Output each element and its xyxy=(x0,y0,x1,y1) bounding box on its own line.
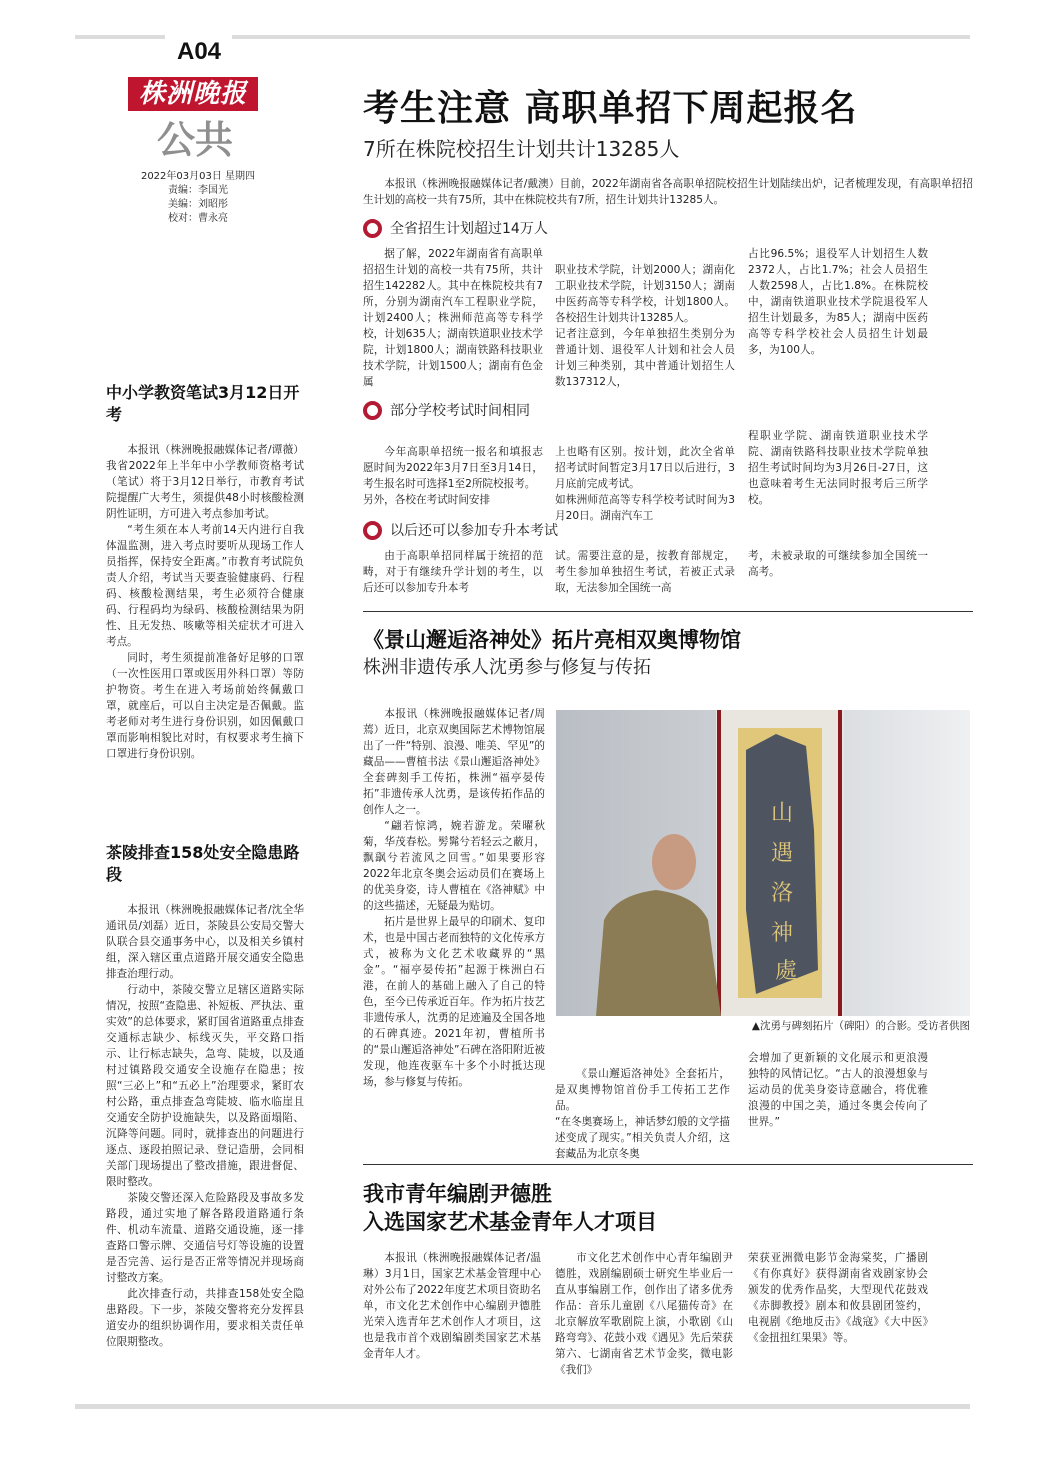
issue-meta xyxy=(128,170,268,226)
bullet-ring-icon xyxy=(363,521,382,540)
newspaper-logo: 株洲晚报 xyxy=(128,77,258,111)
paragraph: 试。需要注意的是，按教育部规定，考生参加单独招生考试，若被正式录取，无法参加全国统一高 xyxy=(555,550,735,594)
paragraph: 本报讯（株洲晚报融媒体记者/周蔫）近日，北京双奥国际艺术博物馆展出了一件“特别、浪漫、唯美、罕见”的藏品——曹植书法《景山邂逅洛神处》全套碑刻手工传拓，株洲“福亭晏传拓”非遗传承人沈勇，是该传拓作品的创作人之一。 xyxy=(363,708,545,816)
bottom-rule xyxy=(75,1404,970,1409)
rubbing-character: 處 xyxy=(774,959,798,984)
frame-border-right xyxy=(838,710,842,1016)
section3-col-1 xyxy=(363,548,543,596)
paragraph: 据了解，2022年湖南省有高职单招招生计划的高校一共有75所，共计招生142282人。其中在株院校共有7所，分别为湖南汽车工程职业学院，计划2400人；株洲师范高等专科学校，计划635人；湖南铁道职业技术学院，计划1800人；湖南铁路科技职业技术学院，计划1500人；湖南有色金属 xyxy=(363,248,543,388)
story2-photo xyxy=(556,710,970,1016)
paragraph: 此次排查行动，共排查158处安全隐患路段。下一步，茶陵交警将充分发挥县道安办的组织协调作用，要求相关责任单位限期整改。 xyxy=(106,1288,304,1348)
subhead-1 xyxy=(363,218,548,238)
paragraph: 本报讯（株洲晚报融媒体记者/戴澳）目前，2022年湖南省各高职单招院校招生计划陆续出炉，记者梳理发现，有高职单招招生计划的高校一共有75所，其中在株院校共有7所，招生计划共计13285人。 xyxy=(363,178,973,206)
section2-col-1 xyxy=(363,428,543,524)
section-title: 公共 xyxy=(156,118,233,162)
paragraph: 行动中，茶陵交警立足辖区道路实际情况，按照“查隐患、补短板、严执法、重实效”的总体要求，紧盯国省道路重点排查交通标志缺少、标线灭失，平交路口指示、让行标志缺失，急弯、陡坡，以及通村过镇路段交通安全设施存在隐患；按照“三必上”和“五必上”治理要求，紧盯农村公路，重点排查急弯陡坡、临水临崖且交通安全防护设施缺失，以及路面塌陷、沉降等问题。同时，就排查出的问题进行逐点、逐段拍照记录、登记造册，会同相关部门现场提出了整改措施，跟进督促、限时整改。 xyxy=(106,984,304,1188)
section1-col-2 xyxy=(555,246,735,406)
story3-col-3 xyxy=(748,1250,928,1346)
story3-col-2 xyxy=(555,1250,733,1378)
lead-headline: 考生注意 高职单招下周起报名 xyxy=(363,88,858,129)
paragraph: “考生须在本人考前14天内进行自我体温监测，进入考点时要听从现场工作人员指挥，保持安全距离。”市教育考试院负责人介绍，考试当天要查验健康码、行程码、核酸检测结果，考生必须符合健康码、行程码均为绿码、核酸检测结果为阴性、且无发热、咳嗽等相关症状才可进入考点。 xyxy=(106,524,304,648)
paragraph: 职业技术学院，计划2000人；湖南化工职业技术学院，计划3150人；湖南中医药高等专科学校，计划1800人。各校招生计划共计13285人。 记者注意到，今年单独招生类别分为普通计划、退役军人计划和社会人员计划三种类别，其中普通计划招生人数137312人， xyxy=(555,264,735,388)
paragraph: 本报讯（株洲晚报融媒体记者/谭薇）我省2022年上半年中小学教师资格考试（笔试）将于3月12日举行，市教育考试院提醒广大考生，须提供48小时核酸检测阴性证明，方可进入考点参加考试。 xyxy=(106,444,304,520)
story-divider xyxy=(363,1164,973,1165)
section1-col-1 xyxy=(363,246,543,390)
story2-headline: 《景山邂逅洛神处》拓片亮相双奥博物馆 xyxy=(363,628,741,652)
section2-col-3 xyxy=(748,428,928,508)
lead-subheadline: 7所在株院校招生计划共计13285人 xyxy=(363,137,680,161)
story2-subheadline: 株洲非遗传承人沈勇参与修复与传拓 xyxy=(363,657,651,678)
paragraph: 本报讯（株洲晚报融媒体记者/沈全华 通讯员/刘磊）近日，茶陵县公安局交警大队联合县交通事务中心，以及相关乡镇村组，深入辖区重点道路开展交通安全隐患排查治理行动。 xyxy=(106,904,304,980)
top-rule-right xyxy=(232,35,970,39)
subhead-label: 部分学校考试时间相同 xyxy=(390,403,530,419)
section1-col-3 xyxy=(748,246,928,358)
credit-editor: 责编：李国光 xyxy=(168,185,228,196)
photo-illustration xyxy=(556,710,970,1016)
paragraph: 《景山邂逅洛神处》全套拓片，是双奥博物馆首份手工传拓工艺作品。 “在冬奥赛场上，神话梦幻般的文学描述变成了现实。”相关负责人介绍，这套藏品为北京冬奥 xyxy=(555,1068,730,1160)
bullet-ring-icon xyxy=(363,219,382,238)
rubbing-character: 洛 xyxy=(770,881,794,906)
issue-date: 2022年03月03日 星期四 xyxy=(140,171,256,182)
paragraph: “翩若惊鸿，婉若游龙。荣曜秋菊，华茂春松。髣髴兮若轻云之蔽月，飘飖兮若流风之回雪。”如果要形容2022年北京冬奥会运动员们在赛场上的优美身姿，诗人曹植在《洛神赋》中的这些描述，无疑最为贴切。 xyxy=(363,820,545,912)
photo-caption: ▲沈勇与碑刻拓片（碑阳）的合影。受访者供图 xyxy=(751,1020,970,1032)
article-title: 茶陵排查158处安全隐患路段 xyxy=(106,843,300,884)
rubbing-character: 山 xyxy=(770,801,794,826)
frame-border-left xyxy=(717,710,721,1016)
paragraph: 上也略有区别。按计划，此次全省单招考试时间暂定3月17日以后进行，3月底前完成考试。 如株洲师范高等专科学校考试时间为3月20日。湖南汽车工 xyxy=(555,446,735,522)
story2-left-column xyxy=(363,706,545,1090)
top-rule-left xyxy=(75,35,165,39)
rubbing-character: 神 xyxy=(770,921,794,946)
sidebar-article-exam xyxy=(106,382,304,762)
article-body xyxy=(106,902,304,1350)
lead-intro xyxy=(363,176,973,208)
subhead-label: 以后还可以参加专升本考试 xyxy=(390,523,558,539)
section3-col-3 xyxy=(748,548,928,580)
paragraph: 本报讯（株洲晚报融媒体记者/温琳）3月1日，国家艺术基金管理中心对外公布了2022年度艺术项目资助名单，市文化艺术创作中心编剧尹德胜光荣入选青年艺术创作人才项目，这也是我市首个戏剧编剧类国家艺术基金青年人才。 xyxy=(363,1252,541,1360)
story2-col-3 xyxy=(748,1050,928,1130)
article-title: 中小学教资笔试3月12日开考 xyxy=(106,383,300,424)
sidebar-article-chaling xyxy=(106,842,304,1350)
paragraph: 拓片是世界上最早的印刷术、复印术，也是中国古老而独特的文化传承方式，被称为文化艺术收藏界的“黑金”。“福亭晏传拓”起源于株洲白石港，在前人的基础上融入了自己的特色，至今已传承近百年。作为拓片技艺非遗传承人，沈勇的足迹遍及全国各地的石碑真迹。2021年初，曹植所书的“景山邂逅洛神处”石碑在洛阳附近被发现，他连夜驱车十多个小时抵达现场，参与修复与传拓。 xyxy=(363,916,545,1088)
bullet-ring-icon xyxy=(363,401,382,420)
paragraph: 茶陵交警还深入危险路段及事故多发路段，通过实地了解各路段道路通行条件、机动车流量、道路交通设施，逐一排查路口警示牌、交通信号灯等设施的设置是否完善、运行是否正常等情况并现场商讨整改方案。 xyxy=(106,1192,304,1284)
story3-headline xyxy=(363,1180,973,1236)
paragraph: 今年高职单招统一报名和填报志愿时间为2022年3月7日至3月14日，考生报名时可选择1至2所院校报考。 另外，各校在考试时间安排 xyxy=(363,446,543,506)
paragraph: 由于高职单招同样属于统招的范畴，对于有继续升学计划的考生，以后还可以参加专升本考 xyxy=(363,550,543,594)
subhead-2 xyxy=(363,400,530,420)
paragraph: 程职业学院、湖南铁道职业技术学院、湖南铁路科技职业技术学院单独招生考试时间均为3月26日-27日，这也意味着考生无法同时报考后三所学校。 xyxy=(748,430,928,506)
paragraph: 占比96.5%；退役军人计划招生人数2372人，占比1.7%；社会人员招生人数2598人，占比1.8%。在株院校中，湖南铁道职业技术学院退役军人招生计划最多，为85人；湖南中医药高等专科学校社会人员招生计划最多，为100人。 xyxy=(748,248,928,356)
credit-designer: 美编：刘昭彤 xyxy=(168,199,228,210)
subhead-3 xyxy=(363,520,558,540)
page-number: A04 xyxy=(176,38,222,65)
story3-col-1 xyxy=(363,1250,541,1362)
section2-col-2 xyxy=(555,428,735,540)
paragraph: 荣获亚洲微电影节金海棠奖，广播剧《有你真好》获得湖南省戏剧家协会颁发的优秀作品奖，大型现代花鼓戏《赤脚教授》剧本和攸县剧团签约，电视剧《绝地反击》《战寇》《大中医》《金扭扭红果果》等。 xyxy=(748,1252,928,1344)
rubbing-character: 遇 xyxy=(770,841,794,866)
story2-col-2 xyxy=(555,1050,730,1178)
subhead-label: 全省招生计划超过14万人 xyxy=(390,221,548,237)
paragraph: 市文化艺术创作中心青年编剧尹德胜，戏剧编剧硕士研究生毕业后一直从事编剧工作，创作出了诸多优秀作品：音乐儿童剧《八尾猫传奇》在北京解放军歌剧院上演，小歌剧《山路弯弯》、花鼓小戏《遇见》先后荣获第六、七湖南省艺术节金奖，微电影《我们》 xyxy=(555,1252,733,1376)
headline-line: 我市青年编剧尹德胜 xyxy=(363,1182,552,1206)
person-head xyxy=(652,834,696,890)
paragraph: 同时，考生须提前准备好足够的口罩（一次性医用口罩或医用外科口罩）等防护物资。考生在进入考场前始终佩戴口罩，就座后，可以自主决定是否佩戴。监考老师对考生进行身份识别，如因佩戴口罩而影响相貌比对时，有权要求考生摘下口罩进行身份识别。 xyxy=(106,652,304,760)
story-divider xyxy=(363,611,973,612)
headline-line: 入选国家艺术基金青年人才项目 xyxy=(363,1210,657,1234)
section3-col-2 xyxy=(555,548,735,596)
paragraph: 会增加了更新颖的文化展示和更浪漫独特的风情记忆。“古人的浪漫想象与运动员的优美身姿诗意融合，将优雅浪漫的中国之美，通过冬奥会传向了世界。” xyxy=(748,1052,928,1128)
credit-proofreader: 校对：曹永亮 xyxy=(168,213,228,224)
article-body xyxy=(106,442,304,762)
paragraph: 考，未被录取的可继续参加全国统一高考。 xyxy=(748,550,928,578)
